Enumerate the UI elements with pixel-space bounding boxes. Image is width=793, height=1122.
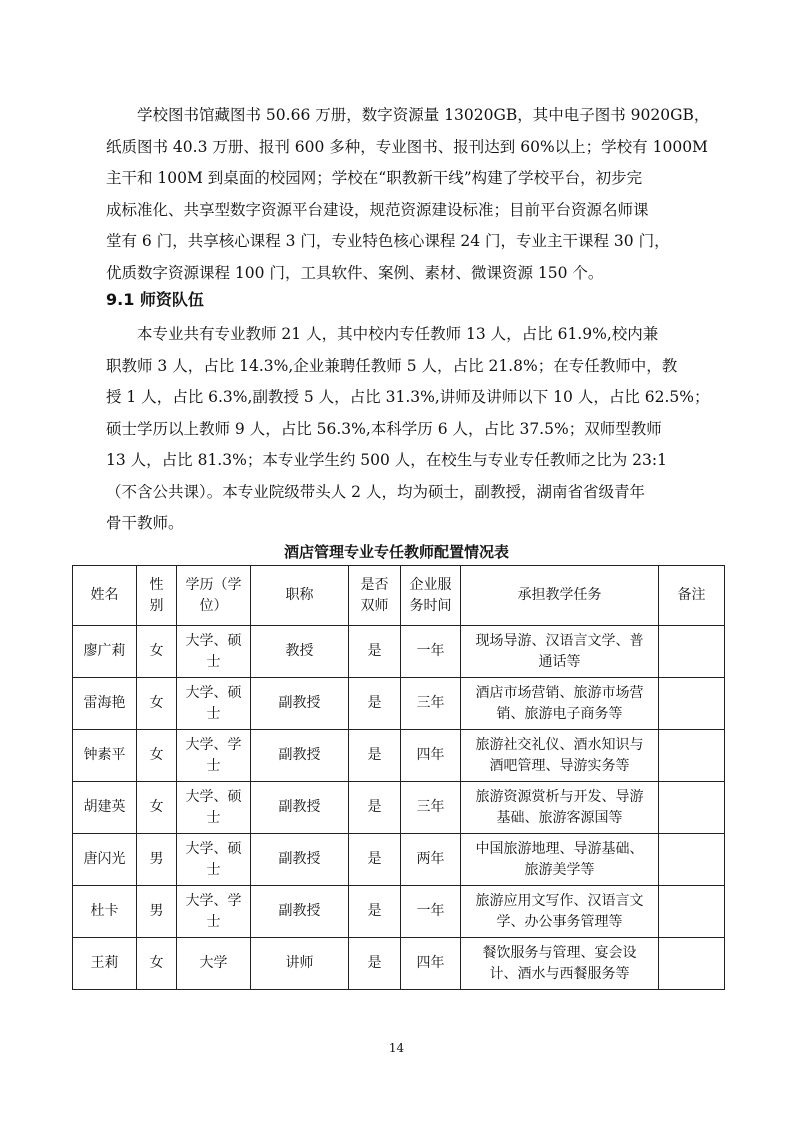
cell-service: 两年 <box>401 834 461 886</box>
paragraph-line: 学校图书馆藏图书 50.66 万册，数字资源量 13020GB，其中电子图书 9020GB， <box>137 106 710 124</box>
cell-text: 大学、硕 <box>185 632 242 649</box>
cell-degree <box>177 938 251 990</box>
cell-text: 大学 <box>199 955 228 971</box>
paragraph-line: 堂有 6 门，共享核心课程 3 门，专业特色核心课程 24 门，专业主干课程 30 门， <box>106 232 670 250</box>
cell-service: 四年 <box>401 730 461 782</box>
cell-task <box>461 782 659 834</box>
cell-name: 王莉 <box>73 938 137 990</box>
paragraph-line: 优质数字资源课程 100 门，工具软件、案例、素材、微课资源 150 个。 <box>106 263 604 282</box>
cell-degree <box>177 782 251 834</box>
header-name <box>73 566 137 626</box>
header-label: 姓名 <box>90 587 119 603</box>
table-row <box>73 678 725 730</box>
cell-text: 旅游资源赏析与开发、导游 <box>475 788 644 805</box>
cell-text: 中国旅游地理、导游基础、 <box>475 840 644 857</box>
cell-text: 基础、旅游客源国等 <box>496 809 623 826</box>
cell-degree <box>177 886 251 938</box>
header-rank <box>251 566 349 626</box>
cell-note <box>659 678 725 730</box>
header-label: 双师 <box>360 597 389 614</box>
cell-name: 唐闪光 <box>73 834 137 886</box>
paragraph-line: 骨干教师。 <box>106 514 184 532</box>
cell-dual: 是 <box>349 678 401 730</box>
cell-task <box>461 834 659 886</box>
cell-note <box>659 782 725 834</box>
header-label: 是否 <box>360 576 389 593</box>
cell-text: 现场导游、汉语言文学、普 <box>475 632 644 649</box>
cell-text: 大学、学 <box>185 892 242 909</box>
cell-text: 大学、学 <box>185 736 242 753</box>
paragraph-line: 成标准化、共享型数字资源平台建设，规范资源建设标准；目前平台资源名师课 <box>106 200 649 219</box>
table-row <box>73 782 725 834</box>
cell-text: 旅游社交礼仪、酒水知识与 <box>475 736 644 753</box>
header-label: 位） <box>199 597 228 614</box>
header-label: 企业服 <box>409 576 452 593</box>
cell-text: 大学、硕 <box>185 684 242 701</box>
header-label: 务时间 <box>409 597 452 614</box>
cell-text: 士 <box>206 809 221 826</box>
cell-service: 四年 <box>401 938 461 990</box>
table-title: 酒店管理专业专任教师配置情况表 <box>283 543 509 561</box>
cell-name: 钟素平 <box>73 730 137 782</box>
faculty-paragraph <box>106 319 710 540</box>
cell-rank: 讲师 <box>251 938 349 990</box>
header-label: 职称 <box>285 587 314 603</box>
cell-gender: 男 <box>137 886 177 938</box>
library-paragraph <box>106 100 710 289</box>
cell-gender: 男 <box>137 834 177 886</box>
header-label: 承担教学任务 <box>517 587 602 603</box>
paragraph-line: 纸质图书 40.3 万册、报刊 600 多种，专业图书、报刊达到 60%以上；学校有 1000M <box>106 137 708 156</box>
cell-text: 酒吧管理、导游实务等 <box>489 757 630 774</box>
table-header-row <box>73 566 725 626</box>
cell-dual: 是 <box>349 938 401 990</box>
cell-text: 酒店市场营销、旅游市场营 <box>475 684 644 701</box>
cell-text: 士 <box>206 705 221 722</box>
cell-rank: 副教授 <box>251 886 349 938</box>
cell-note <box>659 626 725 678</box>
cell-text: 旅游美学等 <box>524 861 595 878</box>
cell-gender: 女 <box>137 730 177 782</box>
header-gender <box>137 566 177 626</box>
header-note <box>659 566 725 626</box>
cell-degree <box>177 626 251 678</box>
cell-text: 计、酒水与西餐服务等 <box>489 965 630 982</box>
table-row <box>73 626 725 678</box>
paragraph-line: （不含公共课）。本专业院级带头人 2 人，均为硕士，副教授，湖南省省级青年 <box>106 482 645 501</box>
header-label: 学历（学 <box>185 576 242 593</box>
table-row <box>73 938 725 990</box>
header-label: 别 <box>149 597 164 614</box>
section-heading: 9.1 师资队伍 <box>106 290 204 309</box>
cell-service: 三年 <box>401 678 461 730</box>
cell-text: 士 <box>206 757 221 774</box>
cell-text: 士 <box>206 653 221 670</box>
cell-text: 士 <box>206 861 221 878</box>
cell-degree <box>177 678 251 730</box>
cell-gender: 女 <box>137 938 177 990</box>
cell-service: 一年 <box>401 886 461 938</box>
cell-task <box>461 886 659 938</box>
header-dual <box>349 566 401 626</box>
cell-name: 廖广莉 <box>73 626 137 678</box>
cell-dual: 是 <box>349 730 401 782</box>
paragraph-line: 主干和 100M 到桌面的校园网；学校在“职教新干线”构建了学校平台，初步完 <box>106 169 643 187</box>
cell-name: 胡建英 <box>73 782 137 834</box>
header-service <box>401 566 461 626</box>
cell-service: 三年 <box>401 782 461 834</box>
paragraph-line: 授 1 人，占比 6.3%,副教授 5 人，占比 31.3%,讲师及讲师以下 10 人，占比 62.5%； <box>106 388 710 406</box>
header-label: 备注 <box>677 587 706 603</box>
cell-text: 大学、硕 <box>185 840 242 857</box>
cell-rank: 教授 <box>251 626 349 678</box>
cell-gender: 女 <box>137 626 177 678</box>
cell-task <box>461 678 659 730</box>
cell-dual: 是 <box>349 886 401 938</box>
paragraph-line: 13 人，占比 81.3%；本专业学生约 500 人，在校生与专业专任教师之比为 23:1 <box>106 451 667 469</box>
paragraph-line: 本专业共有专业教师 21 人，其中校内专任教师 13 人，占比 61.9%,校内兼 <box>137 325 659 343</box>
table-row <box>73 730 725 782</box>
paragraph-line: 职教师 3 人，占比 14.3%,企业兼聘任教师 5 人，占比 21.8%；在专任教师中，教 <box>106 356 678 375</box>
cell-task <box>461 730 659 782</box>
cell-task <box>461 938 659 990</box>
cell-text: 旅游应用文写作、汉语言文 <box>475 892 644 909</box>
cell-gender: 女 <box>137 678 177 730</box>
cell-gender: 女 <box>137 782 177 834</box>
faculty-table <box>72 565 725 990</box>
cell-service: 一年 <box>401 626 461 678</box>
cell-rank: 副教授 <box>251 834 349 886</box>
page-number: 14 <box>388 1041 405 1055</box>
table-row <box>73 834 725 886</box>
header-degree <box>177 566 251 626</box>
cell-dual: 是 <box>349 834 401 886</box>
cell-dual: 是 <box>349 626 401 678</box>
header-label: 性 <box>149 576 164 593</box>
cell-text: 餐饮服务与管理、宴会设 <box>482 944 637 961</box>
cell-text: 士 <box>206 913 221 930</box>
cell-text: 通话等 <box>538 653 581 670</box>
cell-text: 大学、硕 <box>185 788 242 805</box>
cell-text: 学、办公事务管理等 <box>496 913 623 930</box>
cell-degree <box>177 834 251 886</box>
paragraph-line: 硕士学历以上教师 9 人，占比 56.3%,本科学历 6 人，占比 37.5%；双师型教师 <box>106 419 662 438</box>
header-task <box>461 566 659 626</box>
cell-note <box>659 730 725 782</box>
cell-note <box>659 938 725 990</box>
cell-note <box>659 886 725 938</box>
cell-rank: 副教授 <box>251 678 349 730</box>
cell-rank: 副教授 <box>251 730 349 782</box>
cell-name: 杜卡 <box>73 886 137 938</box>
cell-dual: 是 <box>349 782 401 834</box>
cell-text: 销、旅游电子商务等 <box>496 705 623 722</box>
cell-rank: 副教授 <box>251 782 349 834</box>
cell-name: 雷海艳 <box>73 678 137 730</box>
table-row <box>73 886 725 938</box>
cell-note <box>659 834 725 886</box>
cell-degree <box>177 730 251 782</box>
cell-task <box>461 626 659 678</box>
